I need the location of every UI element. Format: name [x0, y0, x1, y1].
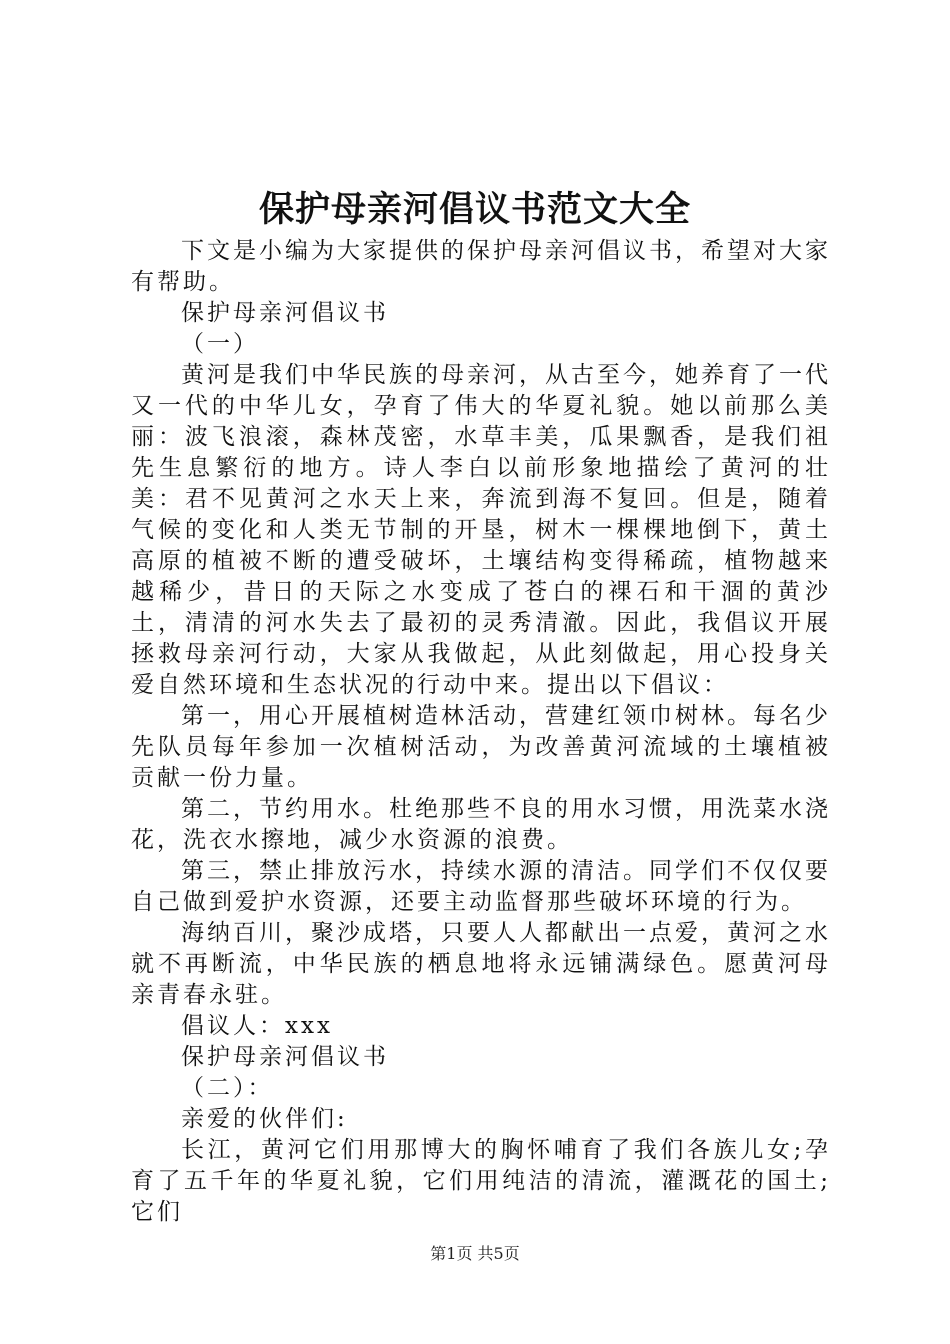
paragraph-closing: 海纳百川，聚沙成塔，只要人人都献出一点爱，黄河之水就不再断流，中华民族的栖息地将永远铺满绿色。愿黄河母亲青春永驻。 — [131, 920, 831, 1008]
paragraph-yellow-river: 黄河是我们中华民族的母亲河，从古至今，她养育了一代又一代的中华儿女，孕育了伟大的华夏礼貌。她以前那么美丽：波飞浪滚，森林茂密，水草丰美，瓜果飘香，是我们祖先生息繁衍的地方。诗人李白以前形象地描绘了黄河的壮美：君不见黄河之水天上来，奔流到海不复回。但是，随着气候的变化和人类无节制的开垦，树木一棵棵地倒下，黄土高原的植被不断的遭受破坏，土壤结构变得稀疏，植物越来越稀少，昔日的天际之水变成了苍白的裸石和干涸的黄沙土，清清的河水失去了最初的灵秀清澈。因此，我倡议开展拯救母亲河行动，大家从我做起，从此刻做起，用心投身关爱自然环境和生态状况的行动中来。提出以下倡议： — [131, 362, 831, 698]
document-title: 保护母亲河倡议书范文大全 — [258, 189, 691, 230]
section-number-2: （二）： — [181, 1075, 274, 1101]
section-heading-2: 保护母亲河倡议书 — [181, 1044, 389, 1070]
section-number-1: （一） — [181, 331, 259, 357]
section-heading-1: 保护母亲河倡议书 — [181, 300, 389, 326]
page-footer: 第1页 共5页 — [430, 1244, 520, 1263]
proposer-signature: 倡议人：xxx — [181, 1013, 333, 1039]
document-body — [131, 236, 831, 1228]
paragraph-rivers: 长江，黄河它们用那博大的胸怀哺育了我们各族儿女;孕育了五千年的华夏礼貌，它们用纯洁的清流，灌溉花的国土;它们 — [131, 1137, 831, 1225]
paragraph-intro: 下文是小编为大家提供的保护母亲河倡议书，希望对大家有帮助。 — [131, 238, 831, 295]
paragraph-proposal-3: 第三，禁止排放污水，持续水源的清洁。同学们不仅仅要自己做到爱护水资源，还要主动监督那些破坏环境的行为。 — [131, 858, 831, 915]
paragraph-proposal-2: 第二，节约用水。杜绝那些不良的用水习惯，用洗菜水浇花，洗衣水擦地，减少水资源的浪费。 — [131, 796, 831, 853]
salutation: 亲爱的伙伴们: — [181, 1106, 348, 1132]
paragraph-proposal-1: 第一，用心开展植树造林活动，营建红领巾树林。每名少先队员每年参加一次植树活动，为改善黄河流域的土壤植被贡献一份力量。 — [131, 703, 831, 791]
